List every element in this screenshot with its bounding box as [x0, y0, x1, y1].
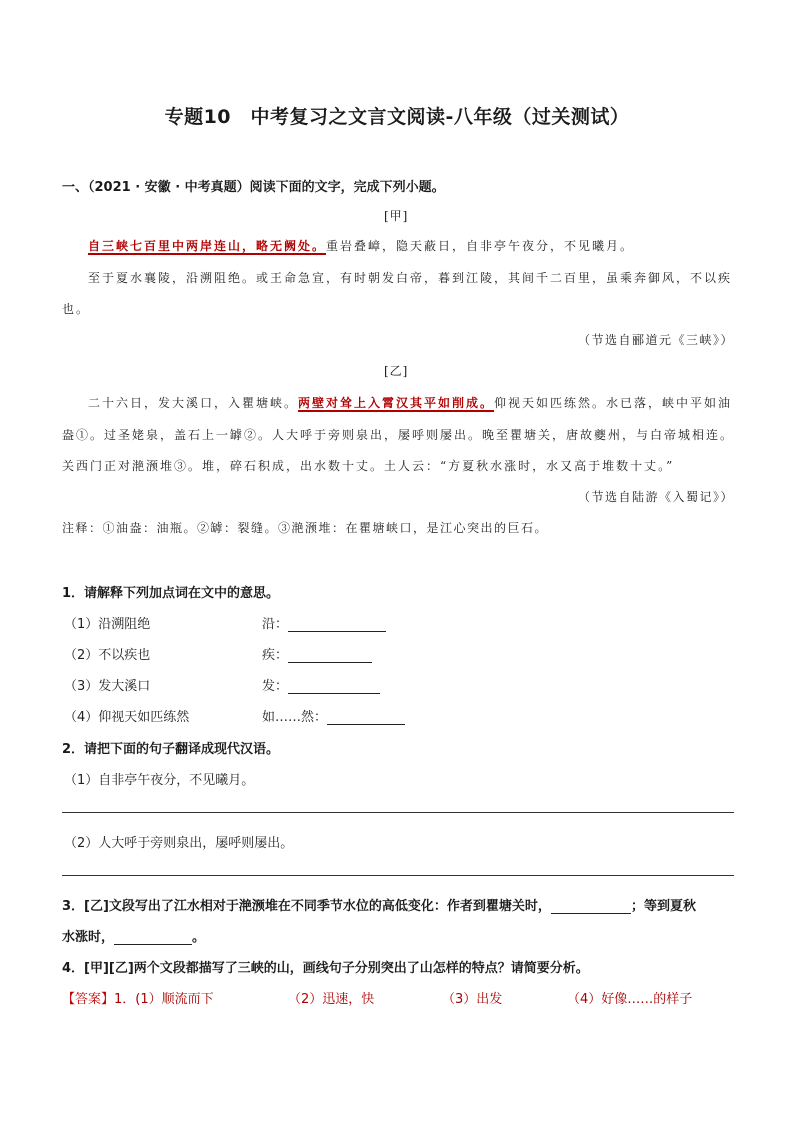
answer-3: （3）出发 — [442, 992, 503, 1007]
q1-item-4: （4）仰视天如匹练然 — [64, 710, 190, 725]
passage-jia-line3: 也。 — [62, 302, 91, 316]
passage-yi-line3: 关西门正对滟滪堆③。堆，碎石积成，出水数十丈。土人云：“方夏秋水涨时，水又高于堆数十丈。” — [62, 459, 675, 473]
answer-blank[interactable] — [114, 930, 192, 945]
q1-item-3: （3）发大溪口 — [64, 679, 151, 694]
q1-answer-2: 疾： — [262, 644, 372, 663]
answer-4: （4）好像……的样子 — [567, 992, 693, 1007]
q3-line-2: 水涨时， 。 — [62, 930, 206, 945]
passage-yi-line1 — [88, 394, 732, 411]
underlined-sentence-yi: 两壁对耸上入霄汉其平如削成。 — [298, 396, 495, 410]
passage-jia-mark: [甲] — [384, 209, 409, 223]
passage-jia-line1-rest: 重岩叠嶂，隐天蔽日，自非亭午夜分，不见曦月。 — [326, 239, 635, 253]
page-title: 专题10 中考复习之文言文阅读-八年级（过关测试） — [164, 106, 630, 128]
q3-line-1: 3．[乙]文段写出了江水相对于滟滪堆在不同季节水位的高低变化：作者到瞿塘关时， ；等到夏秋 — [62, 899, 696, 914]
passage-yi-source: （节选自陆游《入蜀记》） — [578, 490, 735, 504]
q2-sentence-1: （1）自非亭午夜分，不见曦月。 — [64, 773, 255, 788]
q2-heading: 2．请把下面的句子翻译成现代汉语。 — [62, 742, 280, 757]
passage-yi-line2: 盎①。过圣姥泉，盖石上一罅②。人大呼于旁则泉出，屡呼则屡出。晚至瞿塘关，唐故夔州，与白帝城相连。 — [62, 428, 735, 442]
q1-item-2: （2）不以疾也 — [64, 648, 151, 663]
q1-item-1: （1）沿溯阻绝 — [64, 617, 151, 632]
passage-jia-line2: 至于夏水襄陵，沿溯阻绝。或王命急宣，有时朝发白帝，暮到江陵，其间千二百里，虽乘奔御风，不以疾 — [88, 271, 733, 285]
answer-blank[interactable] — [288, 617, 386, 632]
passage-yi-line1-b: 仰视天如匹练然。水已落，峡中平如油 — [494, 396, 733, 410]
q1-answer-4: 如……然： — [262, 706, 405, 725]
answer-blank[interactable] — [327, 710, 405, 725]
answer-line — [62, 988, 214, 1007]
passage-yi-line1-a: 二十六日，发大溪口，入瞿塘峡。 — [88, 396, 299, 410]
passage-jia-line1 — [88, 237, 634, 254]
answer-blank[interactable] — [551, 899, 631, 914]
answer-blank[interactable] — [288, 648, 372, 663]
answer-line-2[interactable] — [62, 875, 734, 876]
q1-heading: 1．请解释下列加点词在文中的意思。 — [62, 586, 280, 601]
answer-line-1[interactable] — [62, 812, 734, 813]
answer-2: （2）迅速，快 — [288, 992, 375, 1007]
section-heading: 一、（2021 · 安徽 · 中考真题）阅读下面的文字，完成下列小题。 — [62, 180, 445, 195]
q2-sentence-2: （2）人大呼于旁则泉出，屡呼则屡出。 — [64, 836, 294, 851]
answer-tag: 【答案】 — [62, 992, 115, 1007]
passage-notes: 注释：①油盎：油瓶。②罅：裂缝。③滟滪堆：在瞿塘峡口，是江心突出的巨石。 — [62, 521, 549, 535]
q1-answer-1: 沿： — [262, 613, 386, 632]
q4-heading: 4．[甲][乙]两个文段都描写了三峡的山，画线句子分别突出了山怎样的特点？请简要分析。 — [62, 961, 589, 976]
answer-1: 1．(1）顺流而下 — [114, 992, 214, 1007]
q1-answer-3: 发： — [262, 675, 380, 694]
passage-yi-mark: [乙] — [384, 364, 409, 378]
underlined-sentence-jia: 自三峡七百里中两岸连山，略无阙处。 — [88, 239, 327, 253]
passage-jia-source: （节选自郦道元《三峡》） — [578, 333, 735, 347]
answer-blank[interactable] — [288, 679, 380, 694]
